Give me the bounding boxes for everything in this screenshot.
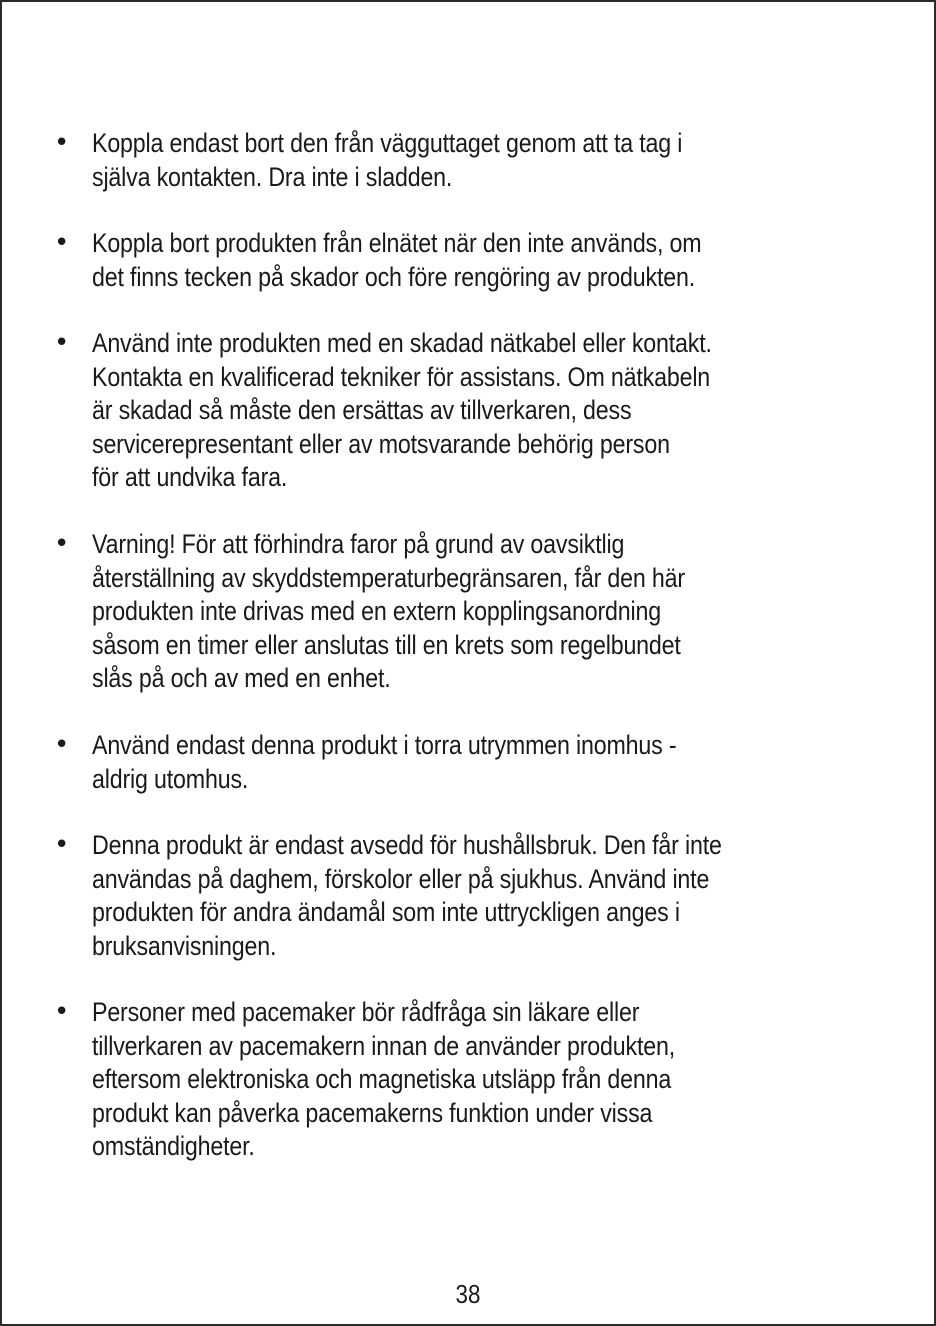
list-item-line: det finns tecken på skador och före rengöring av produkten. [92,261,695,292]
bullet-icon: • [54,128,70,158]
list-item-line: eftersom elektroniska och magnetiska utsläpp från denna [92,1064,672,1094]
list-item-line: tillverkaren av pacemakern innan de använder produkten, [92,1030,676,1061]
list-item-line: är skadad så måste den ersättas av tillverkaren, dess [92,395,632,425]
list-item-line: Varning! För att förhindra faror på grund av oavsiktlig [92,529,625,559]
list-item-line: Personer med pacemaker bör rådfråga sin läkare eller [92,997,640,1027]
list-item-line: Koppla bort produkten från elnätet när den inte används, om [92,228,702,258]
list-item-line: Koppla endast bort den från vägguttaget genom att ta tag i [92,128,683,158]
bullet-icon: • [54,830,70,860]
bullet-icon: • [54,730,70,760]
list-item-line: aldrig utomhus. [92,763,249,794]
page-number: 38 [455,1279,481,1309]
list-item-line: för att undvika fara. [92,462,288,492]
bullet-icon: • [54,228,70,258]
list-item-line: bruksanvisningen. [92,930,277,961]
list-item-line: Använd inte produkten med en skadad nätkabel eller kontakt. [92,328,712,358]
list-item-line: slås på och av med en enhet. [92,663,391,693]
list-item-line: omständigheter. [92,1131,255,1161]
list-item-line: Kontakta en kvalificerad tekniker för assistans. Om nätkabeln [92,361,711,392]
list-item-line: Denna produkt är endast avsedd för hushållsbruk. Den får inte [92,830,722,860]
list-item-line: användas på daghem, förskolor eller på sjukhus. Använd inte [92,863,710,894]
list-item-line: produkten inte drivas med en extern kopplingsanordning [92,596,662,626]
list-item-line: själva kontakten. Dra inte i sladden. [92,161,453,192]
bullet-icon: • [54,328,70,358]
list-item-line: servicerepresentant eller av motsvarande behörig person [92,428,670,459]
list-item-line: såsom en timer eller anslutas till en krets som regelbundet [92,629,681,660]
list-item-line: produkt kan påverka pacemakerns funktion under vissa [92,1097,653,1128]
bullet-icon: • [54,529,70,559]
list-item-line: produkten för andra ändamål som inte uttryckligen anges i [92,897,680,927]
list-item-line: återställning av skyddstemperaturbegränsaren, får den här [92,562,685,593]
list-item-line: Använd endast denna produkt i torra utrymmen inomhus - [92,730,677,760]
bullet-icon: • [54,997,70,1027]
